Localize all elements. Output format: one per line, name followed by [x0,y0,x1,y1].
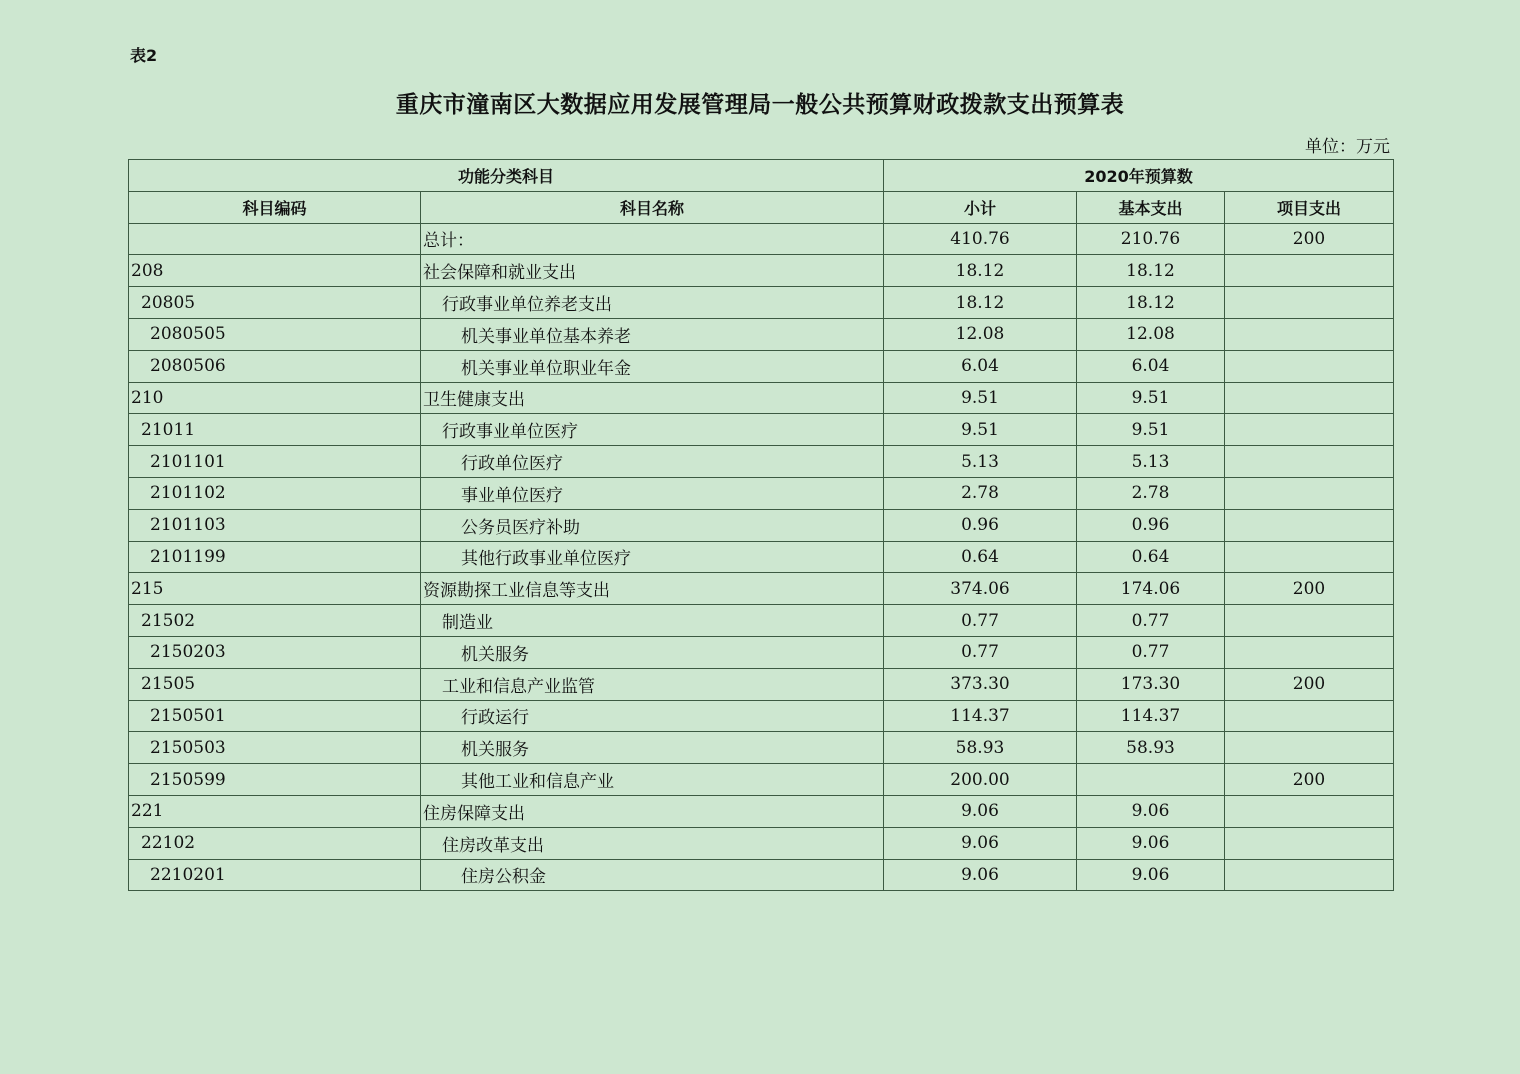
header-functional-classification: 功能分类科目 [129,160,884,192]
cell-subtotal: 0.64 [884,541,1077,573]
cell-subtotal: 18.12 [884,255,1077,287]
cell-subject-name: 制造业 [421,605,884,637]
cell-project-expenditure: 200 [1225,573,1394,605]
table-row [129,223,1394,255]
cell-subtotal: 0.96 [884,509,1077,541]
table-row [129,477,1394,509]
table-row [129,573,1394,605]
cell-basic-expenditure: 174.06 [1077,573,1225,605]
header-subject-code: 科目编码 [129,191,421,223]
cell-subject-code: 2101103 [129,509,421,541]
table-row [129,446,1394,478]
cell-basic-expenditure: 9.51 [1077,414,1225,446]
cell-project-expenditure [1225,350,1394,382]
header-subtotal: 小计 [884,191,1077,223]
cell-subject-code: 2080505 [129,318,421,350]
table-row [129,509,1394,541]
header-basic-expenditure: 基本支出 [1077,191,1225,223]
cell-subject-code: 2150503 [129,732,421,764]
cell-subject-code: 22102 [129,827,421,859]
cell-subject-code: 20805 [129,287,421,319]
table-row [129,859,1394,891]
cell-subject-code: 21011 [129,414,421,446]
cell-subject-code: 208 [129,255,421,287]
cell-project-expenditure [1225,541,1394,573]
cell-subtotal: 373.30 [884,668,1077,700]
cell-subtotal: 0.77 [884,636,1077,668]
header-project-expenditure: 项目支出 [1225,191,1394,223]
cell-basic-expenditure: 9.06 [1077,827,1225,859]
cell-project-expenditure [1225,859,1394,891]
cell-basic-expenditure: 210.76 [1077,223,1225,255]
cell-basic-expenditure: 0.96 [1077,509,1225,541]
cell-subject-name: 行政事业单位医疗 [421,414,884,446]
cell-subtotal: 114.37 [884,700,1077,732]
cell-basic-expenditure: 0.64 [1077,541,1225,573]
cell-subject-code: 2080506 [129,350,421,382]
budget-table [128,159,1394,891]
table-row [129,827,1394,859]
table-row [129,605,1394,637]
cell-subtotal: 2.78 [884,477,1077,509]
table-row [129,541,1394,573]
table-header [129,160,1394,224]
cell-project-expenditure: 200 [1225,668,1394,700]
table-row [129,764,1394,796]
table-label: 表2 [130,46,158,65]
cell-project-expenditure [1225,318,1394,350]
cell-project-expenditure: 200 [1225,764,1394,796]
cell-basic-expenditure: 9.06 [1077,795,1225,827]
cell-subject-code: 215 [129,573,421,605]
cell-project-expenditure [1225,700,1394,732]
cell-subtotal: 9.51 [884,382,1077,414]
cell-subject-code: 2101199 [129,541,421,573]
cell-subtotal: 9.06 [884,795,1077,827]
cell-subject-name: 资源勘探工业信息等支出 [421,573,884,605]
cell-project-expenditure [1225,287,1394,319]
cell-subject-name: 住房公积金 [421,859,884,891]
table-row [129,732,1394,764]
cell-subject-name: 社会保障和就业支出 [421,255,884,287]
cell-subtotal: 5.13 [884,446,1077,478]
cell-project-expenditure [1225,636,1394,668]
cell-subject-code: 2101102 [129,477,421,509]
cell-subject-name: 机关服务 [421,732,884,764]
table-row [129,255,1394,287]
cell-subject-name: 机关服务 [421,636,884,668]
cell-project-expenditure: 200 [1225,223,1394,255]
header-budget-2020: 2020年预算数 [884,160,1394,192]
cell-project-expenditure [1225,414,1394,446]
cell-project-expenditure [1225,382,1394,414]
cell-subtotal: 374.06 [884,573,1077,605]
table-row [129,795,1394,827]
cell-basic-expenditure: 18.12 [1077,255,1225,287]
cell-subject-name: 工业和信息产业监管 [421,668,884,700]
cell-subject-name: 住房保障支出 [421,795,884,827]
cell-basic-expenditure: 0.77 [1077,636,1225,668]
header-column-row [129,191,1394,223]
cell-subject-name: 其他工业和信息产业 [421,764,884,796]
table-row [129,636,1394,668]
table-row [129,287,1394,319]
cell-subtotal: 410.76 [884,223,1077,255]
cell-basic-expenditure: 12.08 [1077,318,1225,350]
cell-subtotal: 6.04 [884,350,1077,382]
cell-subject-code [129,223,421,255]
cell-project-expenditure [1225,795,1394,827]
cell-subject-code: 2150203 [129,636,421,668]
cell-project-expenditure [1225,446,1394,478]
cell-basic-expenditure: 5.13 [1077,446,1225,478]
table-row [129,382,1394,414]
cell-basic-expenditure: 6.04 [1077,350,1225,382]
cell-subject-name: 行政单位医疗 [421,446,884,478]
table-row [129,700,1394,732]
cell-subject-name: 其他行政事业单位医疗 [421,541,884,573]
cell-subtotal: 58.93 [884,732,1077,764]
cell-subtotal: 9.51 [884,414,1077,446]
cell-subject-name: 机关事业单位职业年金 [421,350,884,382]
cell-project-expenditure [1225,605,1394,637]
cell-subtotal: 12.08 [884,318,1077,350]
cell-subject-name: 总计： [421,223,884,255]
table-row [129,318,1394,350]
cell-subject-code: 21505 [129,668,421,700]
cell-subject-name: 行政运行 [421,700,884,732]
cell-project-expenditure [1225,255,1394,287]
table-body [129,223,1394,891]
cell-basic-expenditure: 9.06 [1077,859,1225,891]
cell-subject-code: 210 [129,382,421,414]
cell-subject-code: 2210201 [129,859,421,891]
cell-basic-expenditure: 114.37 [1077,700,1225,732]
cell-subtotal: 9.06 [884,859,1077,891]
cell-subject-name: 事业单位医疗 [421,477,884,509]
table-row [129,668,1394,700]
cell-basic-expenditure: 0.77 [1077,605,1225,637]
header-group-row [129,160,1394,192]
cell-basic-expenditure [1077,764,1225,796]
cell-basic-expenditure: 2.78 [1077,477,1225,509]
cell-subtotal: 200.00 [884,764,1077,796]
header-subject-name: 科目名称 [421,191,884,223]
cell-subject-name: 卫生健康支出 [421,382,884,414]
cell-project-expenditure [1225,732,1394,764]
cell-basic-expenditure: 173.30 [1077,668,1225,700]
cell-subject-code: 2101101 [129,446,421,478]
table-row [129,414,1394,446]
cell-subtotal: 0.77 [884,605,1077,637]
cell-basic-expenditure: 58.93 [1077,732,1225,764]
cell-subject-name: 住房改革支出 [421,827,884,859]
unit-label: 单位：万元 [1305,137,1390,157]
cell-subject-code: 2150501 [129,700,421,732]
cell-basic-expenditure: 18.12 [1077,287,1225,319]
cell-project-expenditure [1225,477,1394,509]
cell-subject-code: 221 [129,795,421,827]
cell-subject-name: 行政事业单位养老支出 [421,287,884,319]
page-title: 重庆市潼南区大数据应用发展管理局一般公共预算财政拨款支出预算表 [395,92,1125,118]
cell-subject-name: 公务员医疗补助 [421,509,884,541]
cell-project-expenditure [1225,509,1394,541]
cell-subject-code: 2150599 [129,764,421,796]
cell-subject-code: 21502 [129,605,421,637]
cell-basic-expenditure: 9.51 [1077,382,1225,414]
cell-subtotal: 18.12 [884,287,1077,319]
cell-project-expenditure [1225,827,1394,859]
cell-subtotal: 9.06 [884,827,1077,859]
table-row [129,350,1394,382]
cell-subject-name: 机关事业单位基本养老 [421,318,884,350]
